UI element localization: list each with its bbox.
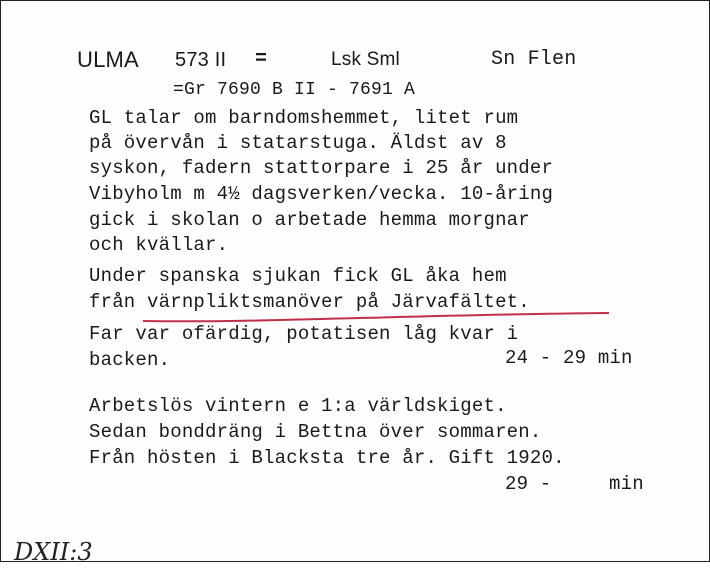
header-mark: =: [255, 48, 268, 71]
text-line-8: från värnpliktsmanöver på Järvafältet.: [89, 291, 530, 313]
text-line-11: Arbetslös vintern e 1:a världskiget.: [89, 395, 507, 417]
page-margin: [0, 562, 710, 579]
text-line-7: Under spanska sjukan fick GL åka hem: [89, 265, 507, 287]
time-range-1: 24 - 29 min: [505, 347, 633, 369]
text-line-2: på övervån i statarstuga. Äldst av 8: [89, 132, 507, 154]
text-line-5: gick i skolan o arbetade hemma morgnar: [89, 209, 530, 231]
text-line-4: Vibyholm m 4½ dagsverken/vecka. 10-åring: [89, 183, 554, 205]
archive-code: ULMA: [77, 47, 139, 72]
text-line-6: och kvällar.: [89, 234, 229, 256]
text-line-3: syskon, fadern stattorpare i 25 år under: [89, 157, 554, 179]
text-line-10: backen.: [89, 349, 171, 371]
card-number: 573 II: [175, 49, 227, 71]
text-line-13: Från hösten i Blacksta tre år. Gift 1920.: [89, 447, 565, 469]
archive-shelf-code: DXII:3: [14, 538, 93, 566]
parish-place: Sn Flen: [491, 48, 577, 71]
text-line-1: GL talar om barndomshemmet, litet rum: [89, 107, 519, 129]
text-line-9: Far var ofärdig, potatisen låg kvar i: [89, 323, 519, 345]
time-range-2-start: 29 -: [505, 473, 552, 495]
time-range-2-unit: min: [609, 473, 644, 495]
recording-reference: =Gr 7690 B II - 7691 A: [173, 80, 416, 100]
region-code: Lsk Sml: [331, 49, 400, 70]
text-line-12: Sedan bonddräng i Bettna över sommaren.: [89, 421, 542, 443]
